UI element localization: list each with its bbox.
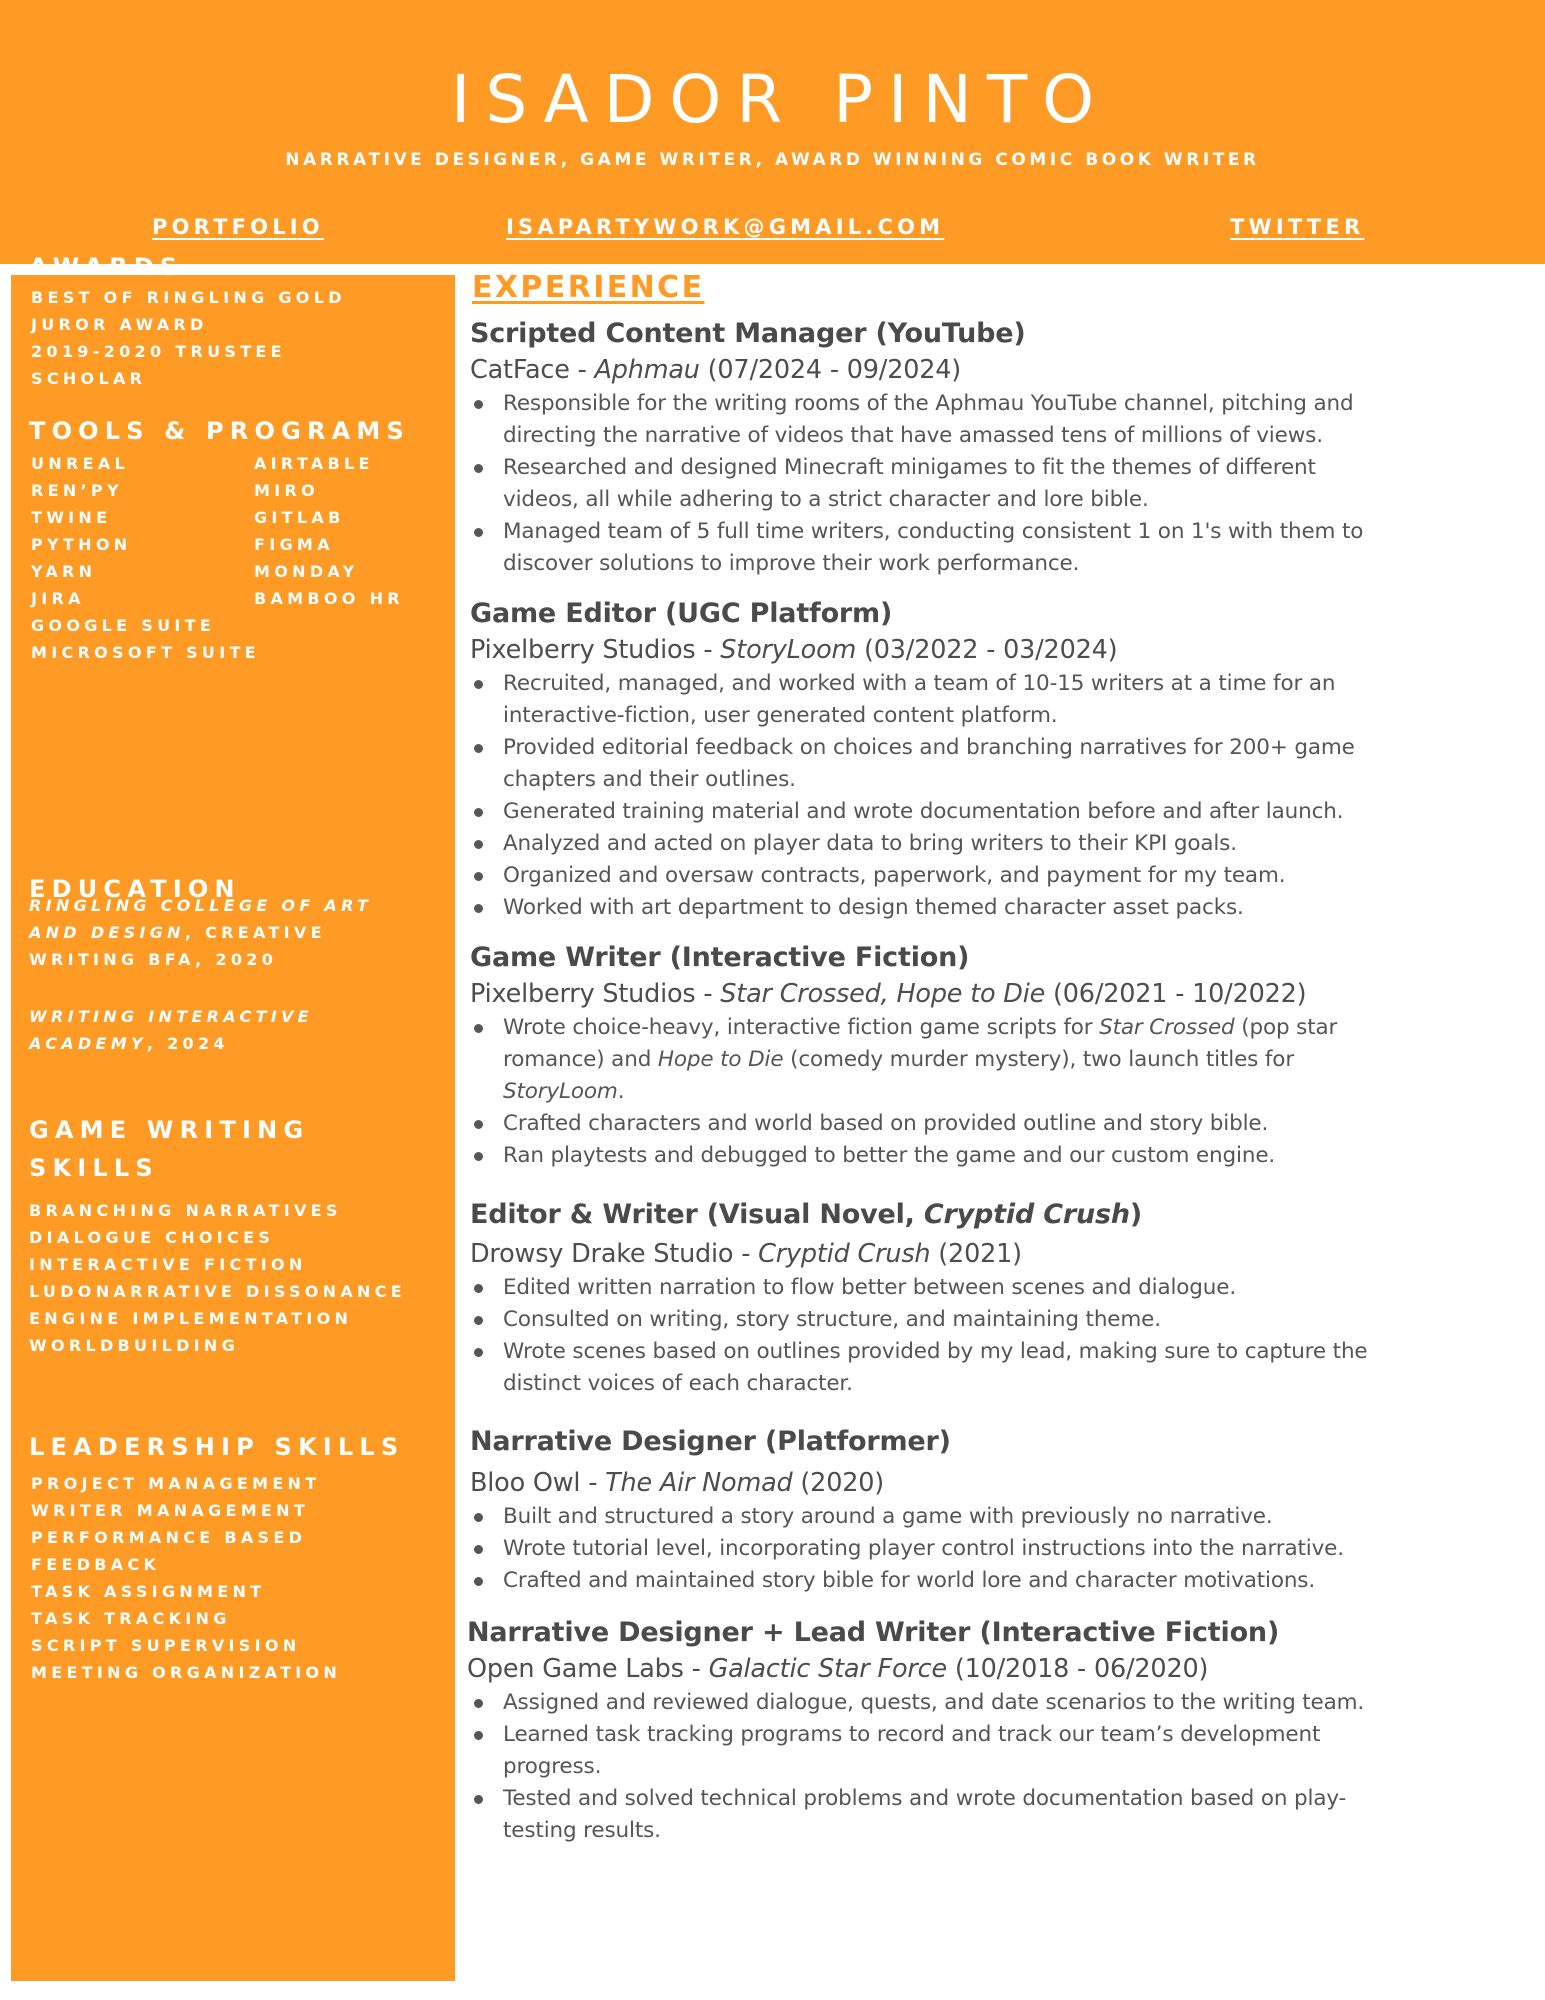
tools-list-col1: UNREAL REN’PY TWINE PYTHON YARN JIRA GOOGLE SUITE MICROSOFT SUITE [31,454,260,662]
bullet-text: Wrote choice-heavy, interactive fiction game scripts for [503,1015,1100,1040]
project: The Air Nomad [605,1468,793,1498]
bullet-item [470,1012,1530,1108]
bullet-text: Assigned and reviewed dialogue, quests, and date scenarios to the writing team. [503,1690,1365,1715]
bullet-text: Managed team of 5 full time writers, conducting consistent 1 on 1's with them to discover solutions to improve their work performance. [503,519,1364,576]
bullet-dot-icon [474,1545,483,1554]
job-entry [470,940,1530,1172]
leadership-heading: LEADERSHIP SKILLS [29,1433,405,1461]
bullet-dot-icon [474,872,483,881]
school-name-cont: ACADEMY [29,1034,147,1053]
dates: (2020) [792,1468,885,1498]
project: Cryptid Crush [758,1239,931,1269]
company: Pixelberry Studios - [470,979,721,1009]
bullet-text: . [617,1079,625,1104]
bullet-item [470,828,1530,860]
bullet-list [470,1687,1527,1847]
bullet-dot-icon [474,808,483,817]
bullet-dot-icon [474,1795,483,1804]
bullet-item [470,1501,1530,1533]
bullet-text: Analyzed and acted on player data to bring writers to their KPI goals. [503,831,1237,856]
bullet-item [470,388,1530,452]
tools-heading: TOOLS & PROGRAMS [29,417,410,445]
bullet-item [470,668,1530,732]
bullet-list [470,1501,1530,1597]
bullet-text: Responsible for the writing rooms of the Aphmau YouTube channel, pitching and directing the narrative of videos that have amassed tens of millions of views. [503,391,1354,448]
job-entry [470,596,1530,924]
education-entry-ringling [29,892,372,973]
project: Aphmau [594,355,700,385]
job-company-line [470,1465,1530,1501]
bullet-item [470,796,1530,828]
bullet-item [470,452,1530,516]
education-heading: EDUCATION [29,875,241,903]
job-company-line [470,632,1530,668]
bullet-item [470,1272,1530,1304]
school-name: RINGLING COLLEGE OF ART [29,896,373,915]
education-year: , 2024 [146,1034,229,1053]
bullet-dot-icon [474,464,483,473]
job-title: Game Writer (Interactive Fiction) [470,942,970,973]
bullet-text: Organized and oversaw contracts, paperwork, and payment for my team. [503,863,1286,888]
awards-heading: AWARDS [29,253,184,281]
bullet-text: Crafted characters and world based on provided outline and story bible. [503,1111,1269,1136]
job-entry [467,1615,1527,1847]
bullet-list [470,1272,1530,1400]
bullet-dot-icon [474,744,483,753]
education-entry-wia [29,1003,313,1057]
bullet-dot-icon [474,1348,483,1357]
bullet-item [470,516,1530,580]
school-name-cont: AND DESIGN [29,923,185,942]
job-title [470,1197,1530,1233]
bullet-item [470,1140,1530,1172]
bullet-dot-icon [474,1699,483,1708]
bullet-list [470,668,1530,924]
bullet-dot-icon [474,680,483,689]
job-title: Scripted Content Manager (YouTube) [470,318,1026,349]
dates: (07/2024 - 09/2024) [699,355,962,385]
bullet-dot-icon [474,840,483,849]
bullet-list [470,388,1530,580]
bullet-text: Ran playtests and debugged to better the game and our custom engine. [503,1143,1276,1168]
email-link[interactable]: ISAPARTYWORK@GMAIL.COM [506,215,945,239]
job-title-game: Cryptid Crush [923,1199,1130,1230]
bullet-dot-icon [474,528,483,537]
bullet-dot-icon [474,1284,483,1293]
bullet-item [470,1565,1530,1597]
job-entry [470,1424,1530,1597]
bullet-dot-icon [474,1120,483,1129]
job-title-text: ) [1129,1199,1143,1230]
bullet-text: Learned task tracking programs to record and track our team’s development progress. [503,1722,1321,1779]
job-company-line [470,352,1530,388]
bullet-dot-icon [474,400,483,409]
portfolio-link[interactable]: PORTFOLIO [152,215,324,239]
bullet-dot-icon [474,1024,483,1033]
job-title: Narrative Designer + Lead Writer (Interactive Fiction) [467,1617,1280,1648]
bullet-item [470,1336,1530,1400]
bullet-text: Wrote scenes based on outlines provided by my lead, making sure to capture the distinct voices of each character. [503,1339,1368,1396]
twitter-link[interactable]: TWITTER [1230,215,1365,239]
bullet-item [470,1533,1530,1565]
company: Pixelberry Studios - [470,635,721,665]
job-company-line [467,1651,1527,1687]
candidate-name: ISADOR PINTO [450,61,1110,138]
experience-heading: EXPERIENCE [472,270,705,305]
job-company-line [470,976,1530,1012]
leadership-list: PROJECT MANAGEMENT WRITER MANAGEMENT PERFORMANCE BASED FEEDBACK TASK ASSIGNMENT TASK TRACKING SCRIPT SUPERVISION MEETING ORGANIZATION [31,1474,342,1682]
job-company-line [470,1236,1530,1272]
bullet-text: Tested and solved technical problems and wrote documentation based on play- testing results. [503,1786,1347,1843]
bullet-text: Wrote tutorial level, incorporating player control instructions into the narrative. [503,1536,1344,1561]
bullet-text: Crafted and maintained story bible for world lore and character motivations. [503,1568,1316,1593]
bullet-item [470,1304,1530,1336]
bullet-text: Researched and designed Minecraft minigames to fit the themes of different videos, all while adhering to a strict character and lore bible. [503,455,1316,512]
bullet-item [470,732,1530,796]
bullet-list [470,1012,1530,1172]
bullet-dot-icon [474,1731,483,1740]
game-writing-heading: GAME WRITING SKILLS [29,1116,310,1182]
company: Open Game Labs - [467,1654,709,1684]
bullet-dot-icon [474,1577,483,1586]
job-title: Game Editor (UGC Platform) [470,598,893,629]
bullet-text: Worked with art department to design themed character asset packs. [503,895,1244,920]
sidebar [11,253,455,1981]
bullet-item [470,860,1530,892]
game-title: Hope to Die [657,1047,784,1072]
bullet-dot-icon [474,1152,483,1161]
bullet-text: Consulted on writing, story structure, and maintaining theme. [503,1307,1161,1332]
bullet-item [470,1783,1527,1847]
dates: (03/2022 - 03/2024) [856,635,1118,665]
bullet-text: Recruited, managed, and worked with a team of 10-15 writers at a time for an interactive-fiction, user generated content platform. [503,671,1336,728]
dates: (06/2021 - 10/2022) [1045,979,1307,1009]
job-entry [470,316,1530,580]
bullet-text: Edited written narration to flow better between scenes and dialogue. [503,1275,1237,1300]
bullet-text: Provided editorial feedback on choices and branching narratives for 200+ game chapters and their outlines. [503,735,1355,792]
tagline: NARRATIVE DESIGNER, GAME WRITER, AWARD WINNING COMIC BOOK WRITER [285,150,1260,170]
project: Star Crossed, Hope to Die [720,979,1046,1009]
bullet-item [470,1687,1527,1719]
bullet-text: Built and structured a story around a game with previously no narrative. [503,1504,1273,1529]
company: Bloo Owl - [470,1468,606,1498]
bullet-dot-icon [474,904,483,913]
bullet-item [470,1108,1530,1140]
header-banner [0,0,1545,264]
dates: (2021) [930,1239,1022,1269]
company: Drowsy Drake Studio - [470,1239,759,1269]
bullet-text: (pop star romance) and [503,1015,1338,1072]
degree-text: , CREATIVE [184,923,326,942]
company: CatFace - [470,355,595,385]
project: Galactic Star Force [708,1654,947,1684]
project: StoryLoom [720,635,857,665]
bullet-text: (comedy murder mystery), two launch titles for [790,1047,1295,1072]
tools-list-col2: AIRTABLE MIRO GITLAB FIGMA MONDAY BAMBOO HR [254,454,404,608]
bullet-text: Generated training material and wrote documentation before and after launch. [503,799,1344,824]
platform-name: StoryLoom [503,1079,618,1104]
job-title-text: Editor & Writer (Visual Novel, [470,1199,924,1230]
dates: (10/2018 - 06/2020) [946,1654,1209,1684]
job-title: Narrative Designer (Platformer) [470,1426,951,1457]
job-entry [470,1197,1530,1400]
bullet-item [470,1719,1527,1783]
bullet-dot-icon [474,1316,483,1325]
game-title: Star Crossed [1099,1015,1235,1040]
awards-list: BEST OF RINGLING GOLD JUROR AWARD 2019-2020 TRUSTEE SCHOLAR [31,288,346,388]
bullet-item [470,892,1530,924]
bullet-dot-icon [474,1513,483,1522]
degree-year: WRITING BFA, 2020 [29,950,278,969]
game-writing-list: BRANCHING NARRATIVES DIALOGUE CHOICES INTERACTIVE FICTION LUDONARRATIVE DISSONANCE ENGINE IMPLEMENTATION WORLDBUILDING [29,1201,407,1355]
school-name: WRITING INTERACTIVE [29,1007,313,1026]
